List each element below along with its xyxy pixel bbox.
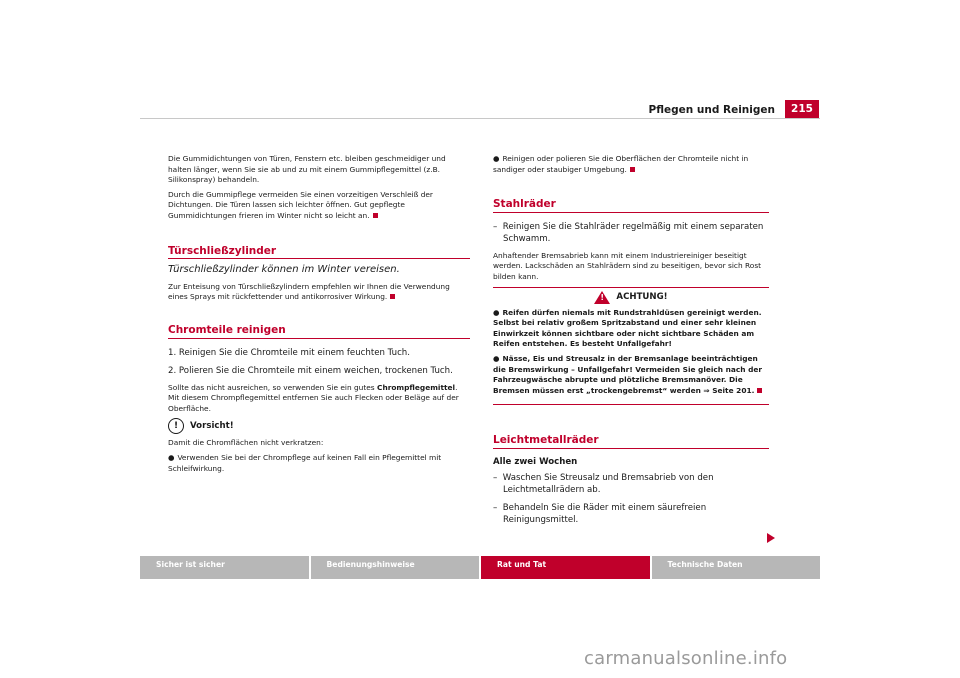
bullet-icon: ● (493, 154, 500, 163)
stahlraeder-step: – Reinigen Sie die Stahlräder regelmäßig mit einem separaten Schwamm. (493, 221, 764, 244)
warning-title: ACHTUNG! (616, 291, 668, 302)
bullet-icon: ● (168, 452, 175, 462)
end-mark-icon (390, 294, 395, 299)
leichtmetall-step-2: – Behandeln Sie die Räder mit einem säurefreien Reinigungsmittel. (493, 502, 707, 525)
stahlraeder-text: Anhaftender Bremsabrieb kann mit einem Industriereiniger beseitigt werden. Lackschäden an Stahlrädern sind zu beseitigen, bevor sich Rost bilden kann. (493, 250, 762, 281)
footer-tab-sicher[interactable]: Sicher ist sicher (140, 556, 309, 579)
notice-intro: Damit die Chromflächen nicht verkratzen: (168, 438, 324, 448)
footer-tab-rat-und-tat[interactable]: Rat und Tat (481, 556, 650, 579)
notice-title: Vorsicht! (190, 421, 234, 432)
section4-subheading: Alle zwei Wochen (493, 456, 578, 467)
footer-tab-bedienung[interactable]: Bedienungshinweise (311, 556, 480, 579)
warning-box (493, 287, 769, 406)
page-header-title: Pflegen und Reinigen (648, 104, 775, 116)
intro-paragraph-2: Durch die Gummipflege vermeiden Sie einen vorzeitigen Verschleiß der Dichtungen. Die Türen lassen sich leichter öffnen. Gut gepflegte Gummidichtungen frieren im Winter nicht so leicht an. (168, 189, 433, 220)
step-2: 2. Polieren Sie die Chromteile mit einem weichen, trockenen Tuch. (168, 365, 453, 376)
end-mark-icon (373, 213, 378, 218)
left-column (168, 154, 470, 478)
warning-bullet-1: ● Reifen dürfen niemals mit Rundstrahldüsen gereinigt werden. Selbst bei relativ großem Spritzabstand und einer sehr kleinen Einwirkzeit können sichtbare oder nicht sichtbare Schäden am Reifen entstehen. Es besteht Unfallgefahr! (493, 307, 762, 349)
chrome-text: Sollte das nicht ausreichen, so verwenden Sie ein gutes Chrompflegemittel. Mit diesem Chrompflegemittel entfernen Sie auch Flecken oder Beläge auf der Oberfläche. (168, 382, 459, 413)
leichtmetall-step-1: – Waschen Sie Streusalz und Bremsabrieb von den Leichtmetallrädern ab. (493, 472, 714, 495)
notice-bullet: ● Verwenden Sie bei der Chrompflege auf keinen Fall ein Pflegemittel mit Schleifwirkung. (168, 452, 442, 473)
notice-heading (168, 418, 470, 434)
warning-heading (493, 291, 769, 304)
section-title-tuerschliesszylinder: Türschließzylinder (168, 246, 470, 260)
footer-tab-technische-daten[interactable]: Technische Daten (652, 556, 821, 579)
end-mark-icon (757, 388, 762, 393)
right-column (493, 154, 769, 532)
section-title-leichtmetallraeder: Leichtmetallräder (493, 435, 769, 449)
warning-triangle-icon: ! (594, 291, 610, 304)
section-subtitle: Türschließzylinder können im Winter vereisen. (168, 264, 400, 276)
chrome-bullet: ● Reinigen oder polieren Sie die Oberflächen der Chromteile nicht in sandiger oder staubiger Umgebung. (493, 154, 749, 174)
end-mark-icon (630, 167, 635, 172)
header-divider (140, 118, 820, 119)
section1-text: Zur Enteisung von Türschließzylindern empfehlen wir Ihnen die Verwendung eines Sprays mit rückfettender und antikorrosiver Wirkung. (168, 281, 450, 302)
intro-paragraph-1: Die Gummidichtungen von Türen, Fenstern etc. bleiben geschmeidiger und halten länger, wenn Sie sie ab und zu mit einem Gummipflegemittel (z.B. Silikonspray) behandeln. (168, 154, 446, 185)
bullet-icon: ● (493, 353, 500, 363)
section-title-chromteile: Chromteile reinigen (168, 325, 470, 339)
bullet-icon: ● (493, 307, 500, 317)
watermark: carmanualsonline.info (584, 648, 788, 669)
warning-bullet-2: ● Nässe, Eis und Streusalz in der Bremsanlage beeinträchtigen die Bremswirkung – Unfallgefahr! Vermeiden Sie gleich nach der Fahrzeugwäsche abrupte und plötzliche Bremsmanöver. Die Bremsen müssen erst „trockengebremst“ werden ⇒ Seite 201. (493, 353, 763, 395)
next-page-arrow-icon[interactable] (767, 533, 775, 543)
step-1: 1. Reinigen Sie die Chromteile mit einem feuchten Tuch. (168, 347, 410, 358)
page-number: 215 (785, 100, 819, 119)
footer-nav (140, 556, 820, 579)
section-title-stahlraeder: Stahlräder (493, 199, 769, 213)
exclamation-circle-icon: ! (168, 418, 184, 434)
